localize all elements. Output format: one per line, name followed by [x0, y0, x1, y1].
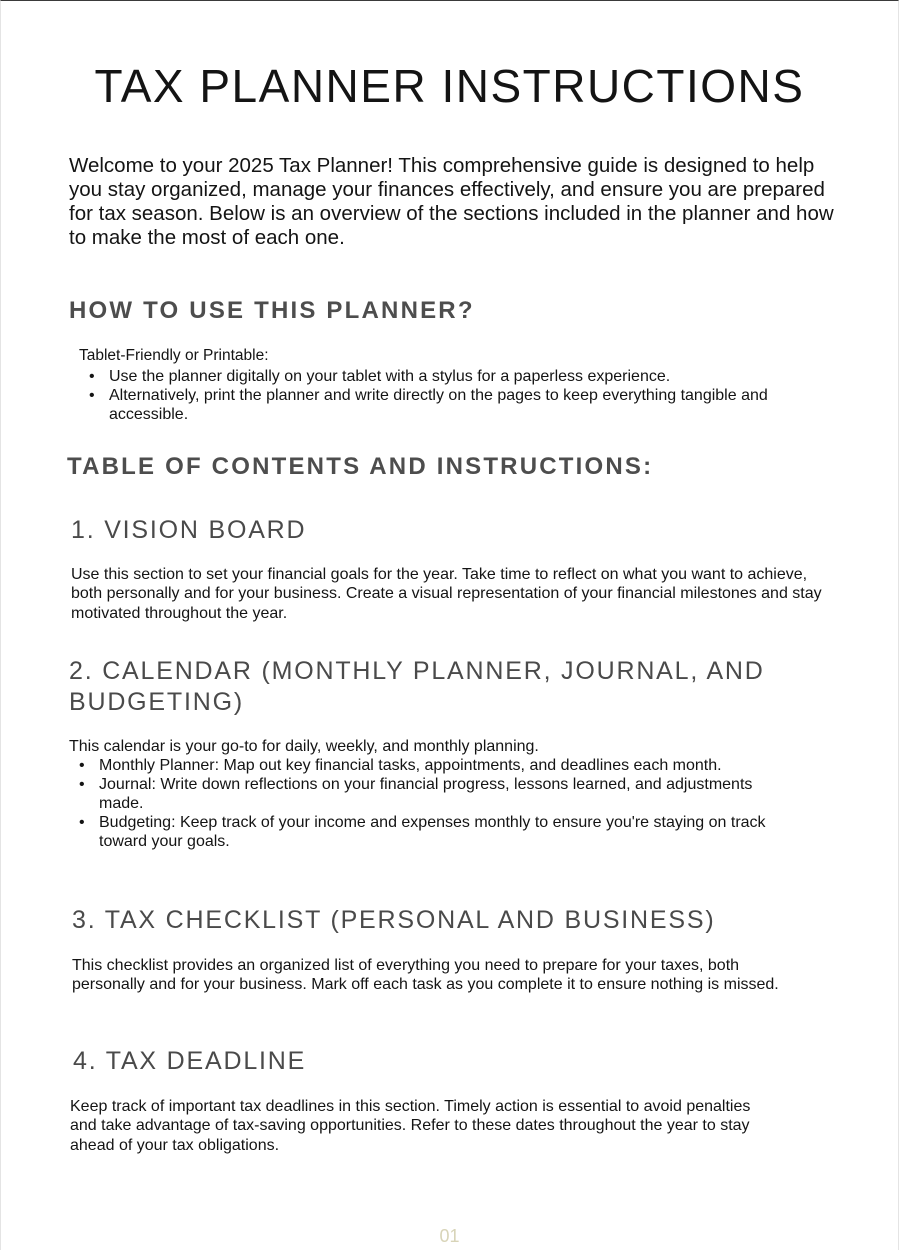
intro-paragraph: Welcome to your 2025 Tax Planner! This comprehensive guide is designed to help you stay organized, manage your finances effectively, and ensure you are prepared for tax season. Below is an overview of the sections included in the planner and how to make the most of each one.: [69, 154, 834, 249]
list-item: • Alternatively, print the planner and write directly on the pages to keep everything tangible and accessible.: [79, 386, 819, 424]
section-tax-checklist-body: This checklist provides an organized list of everything you need to prepare for your taxes, both personally and for your business. Mark off each task as you complete it to ensure nothing is missed.: [72, 957, 779, 994]
section-vision-board-heading: 1. VISION BOARD: [71, 516, 307, 544]
section-tax-deadline-heading: 4. TAX DEADLINE: [73, 1047, 307, 1075]
list-item: • Budgeting: Keep track of your income and expenses monthly to ensure you're staying on track toward your goals.: [69, 813, 789, 851]
list-item: • Use the planner digitally on your tablet with a stylus for a paperless experience.: [79, 367, 819, 386]
section-vision-board-body: Use this section to set your financial goals for the year. Take time to reflect on what you want to achieve, both personally and for your business. Create a visual representation of your financial milestones and stay motivated throughout the year.: [71, 566, 822, 622]
section-tax-checklist-heading: 3. TAX CHECKLIST (PERSONAL AND BUSINESS): [72, 906, 716, 934]
section-calendar-list: [69, 756, 789, 851]
page-title: TAX PLANNER INSTRUCTIONS: [94, 60, 805, 112]
how-to-use-intro: Tablet-Friendly or Printable:: [79, 347, 269, 364]
section-calendar-heading: 2. CALENDAR (MONTHLY PLANNER, JOURNAL, AND BUDGETING): [69, 657, 765, 716]
how-to-use-list: [79, 367, 819, 424]
how-to-use-heading: HOW TO USE THIS PLANNER?: [69, 297, 475, 324]
section-tax-deadline-body: Keep track of important tax deadlines in this section. Timely action is essential to avoid penalties and take advantage of tax-saving opportunities. Refer to these dates throughout the year to stay ahead of your tax obligations.: [70, 1098, 751, 1154]
list-item: • Journal: Write down reflections on your financial progress, lessons learned, and adjustments made.: [69, 775, 789, 813]
section-calendar-intro: This calendar is your go-to for daily, weekly, and monthly planning.: [69, 738, 539, 755]
toc-heading: TABLE OF CONTENTS AND INSTRUCTIONS:: [67, 453, 654, 480]
page-number: 01: [439, 1226, 460, 1246]
list-item: • Monthly Planner: Map out key financial tasks, appointments, and deadlines each month.: [69, 756, 789, 775]
